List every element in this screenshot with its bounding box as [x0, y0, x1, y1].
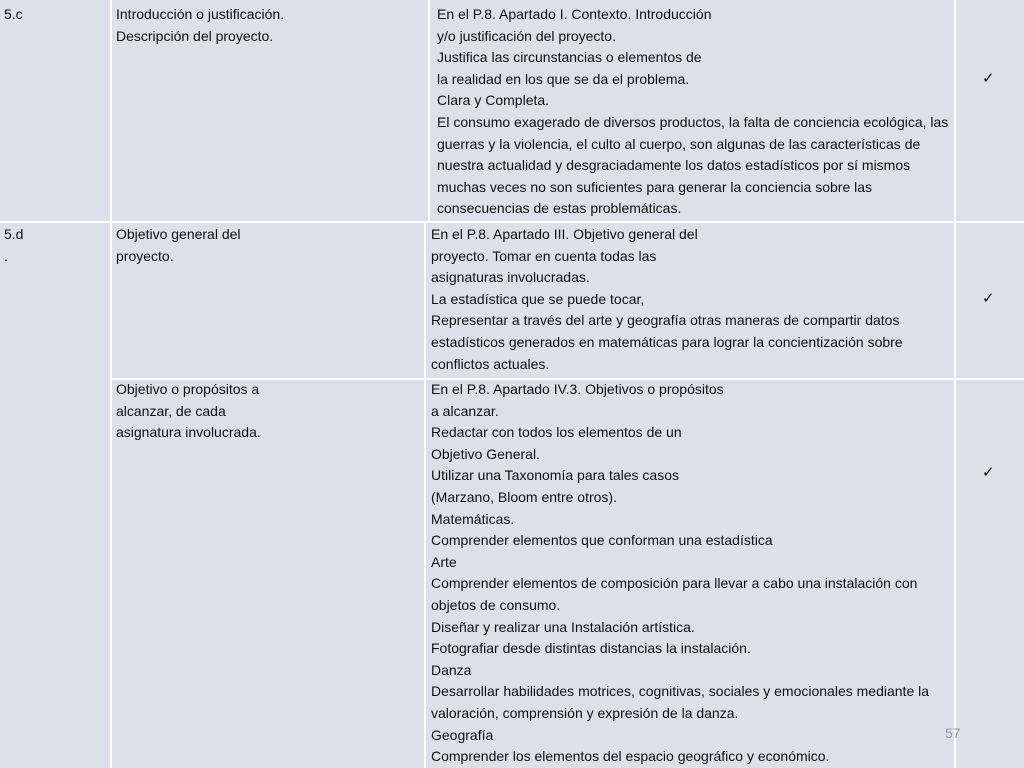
row-obj-check-icon: ✓ [982, 463, 995, 481]
row-5d-check-icon: ✓ [982, 289, 995, 307]
row-obj-check-cell [956, 380, 1024, 768]
row-5d-id: 5.d . [4, 226, 24, 264]
page-number: 57 [945, 725, 961, 741]
row-5c-id: 5.c [4, 6, 23, 22]
row-obj-criterion: Objetivo o propósitos a alcanzar, de cada asignatura involucrada. [116, 381, 261, 441]
row-5c-id-cell [0, 0, 110, 221]
row-5c-criterion: Introducción o justificación. Descripción del proyecto. [116, 6, 285, 44]
row-5d-id-cell [0, 223, 110, 768]
row-5c-details: En el P.8. Apartado I. Contexto. Introducción y/o justificación del proyecto. Justifica las circunstancias o elementos de la realidad en los que se da el problema. Clara y Completa. El consumo exagerado de diversos productos, la falta de conciencia ecológica, las guerras y la violencia, el culto al cuerpo, son algunas de las características de nuestra actualidad y desgraciadamente los datos estadísticos por sí mismos muchas veces no son suficientes para generar la conciencia sobre las consecuencias de estas problemáticas. [437, 6, 949, 217]
row-5c-check-icon: ✓ [982, 69, 995, 87]
row-5c-check-cell [956, 0, 1024, 221]
row-5d-details: En el P.8. Apartado III. Objetivo general del proyecto. Tomar en cuenta todas las asignaturas involucradas. La estadística que se puede tocar, Representar a través del arte y geografía otras maneras de compartir datos estadísticos generados en matemáticas para lograr la concientización sobre conflictos actuales. [431, 226, 903, 372]
row-5d-criterion: Objetivo general del proyecto. [116, 226, 241, 264]
row-obj-details: En el P.8. Apartado IV.3. Objetivos o propósitos a alcanzar. Redactar con todos los elementos de un Objetivo General. Utilizar una Taxonomía para tales casos (Marzano, Bloom entre otros). Matemáticas. Comprender elementos que conforman una estadística Arte Comprender elementos de composición para llevar a cabo una instalación con objetos de consumo. Diseñar y realizar una Instalación artística. Fotografiar desde distintas distancias la instalación. Danza Desarrollar habilidades motrices, cognitivas, sociales y emocionales mediante la valoración, comprensión y expresión de la danza. Geografía Comprender los elementos del espacio geográfico y económico. [431, 381, 930, 765]
